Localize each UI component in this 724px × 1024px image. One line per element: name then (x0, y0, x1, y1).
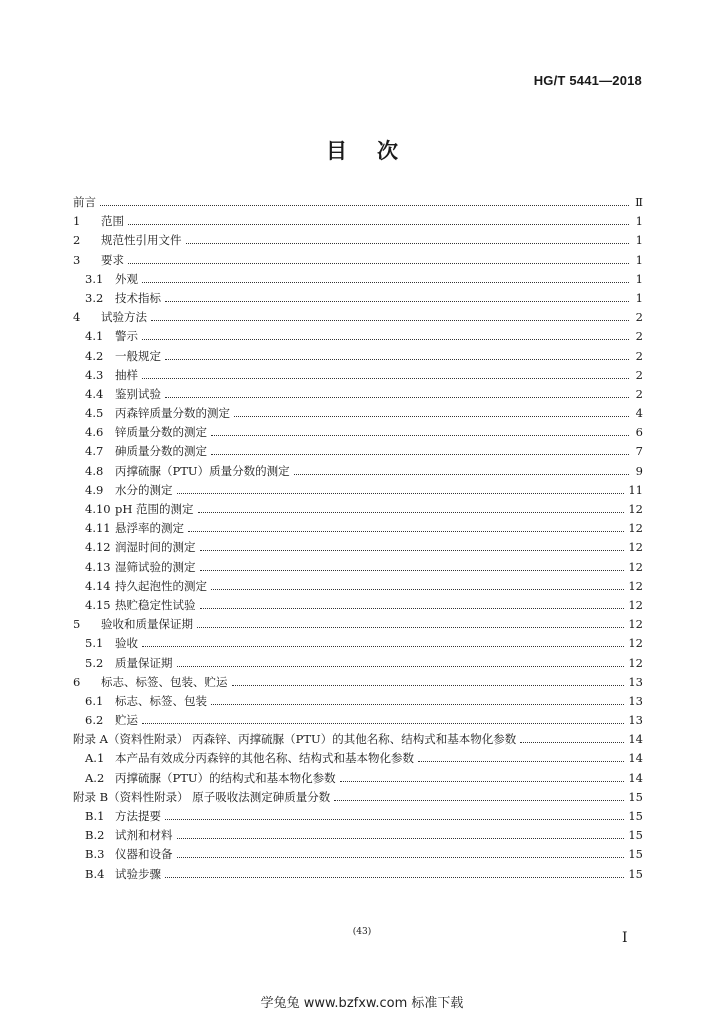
toc-entry-title: 丙撑硫脲（PTU）质量分数的测定 (115, 463, 290, 478)
toc-entry-page: 12 (628, 502, 643, 516)
toc-entry-page: 12 (628, 578, 643, 593)
toc-entry-label (85, 807, 161, 826)
toc-entry-label (85, 634, 138, 653)
toc-entry-number: 3 (73, 252, 81, 267)
dot-leader (340, 780, 625, 782)
toc-entry-page: 2 (635, 329, 643, 344)
toc-entry[interactable] (73, 327, 643, 346)
toc-entry-title: 外观 (115, 271, 138, 286)
toc-entry-number: 4 (73, 310, 81, 325)
toc-entry[interactable] (73, 442, 643, 461)
standard-code: HG/T 5441—2018 (533, 73, 642, 88)
toc-entry-title: 试验方法 (101, 310, 147, 325)
dot-leader (234, 415, 629, 417)
toc-entry-number: 4.4 (85, 386, 104, 401)
toc-entry-title: 方法提要 (115, 809, 161, 823)
toc-entry-number: 4.10 (85, 502, 111, 516)
dot-leader (520, 741, 624, 743)
toc-entry-number: 4.6 (85, 425, 104, 440)
toc-entry-label (85, 654, 173, 673)
toc-entry-number: 4.5 (85, 406, 104, 421)
toc-entry[interactable] (73, 347, 643, 366)
dot-leader (128, 223, 629, 225)
toc-entry-number: 4.3 (85, 367, 104, 382)
dot-leader (165, 818, 624, 820)
toc-entry[interactable] (73, 730, 643, 749)
dot-leader (232, 684, 625, 686)
toc-entry-title: 验收和质量保证期 (101, 617, 193, 632)
toc-entry-number: 4.14 (85, 578, 111, 593)
toc-entry-page: 1 (635, 214, 643, 229)
toc-entry-page: 4 (635, 406, 643, 421)
toc-entry[interactable] (73, 654, 643, 673)
toc-entry[interactable] (73, 519, 643, 538)
dot-leader (334, 799, 624, 801)
toc-entry-title: 附录 B（资料性附录） 原子吸收法测定砷质量分数 (73, 789, 331, 804)
page-title: 目次 (326, 139, 428, 163)
dot-leader (177, 837, 625, 839)
toc-entry-page: 15 (628, 847, 643, 862)
toc-entry-label (85, 538, 196, 557)
toc-entry-page: 11 (628, 482, 643, 497)
dot-leader (177, 856, 625, 858)
toc-entry-number: B.2 (85, 828, 105, 843)
toc-entry-title: 贮运 (115, 713, 138, 728)
toc-entry-number: 3.2 (85, 290, 104, 305)
toc-entry-number: 5.1 (85, 636, 104, 651)
toc-entry-title: 本产品有效成分丙森锌的其他名称、结构式和基本物化参数 (115, 751, 414, 766)
dot-leader (142, 281, 629, 283)
toc-entry-page: 13 (628, 713, 643, 728)
toc-entry[interactable] (73, 289, 643, 308)
toc-entry-title: 持久起泡性的测定 (115, 578, 207, 593)
toc-entry-title: 验收 (115, 636, 138, 651)
toc-entry-title: 标志、标签、包装、贮运 (101, 674, 228, 689)
toc-entry-number: 4.2 (85, 348, 104, 363)
toc-entry-label (85, 558, 196, 577)
dot-leader (200, 569, 625, 571)
dot-leader (186, 242, 630, 244)
toc-entry-label (85, 270, 138, 289)
toc-entry-label (73, 212, 124, 231)
toc-entry[interactable] (73, 692, 643, 711)
toc-entry-title: 热贮稳定性试验 (115, 597, 196, 612)
toc-entry-label (85, 347, 161, 366)
dot-leader (165, 876, 624, 878)
toc-entry[interactable] (73, 788, 643, 807)
toc-entry-number: 4.8 (85, 463, 104, 478)
toc-entry-label (85, 366, 138, 385)
toc-entry-title: 要求 (101, 252, 124, 267)
toc-entry[interactable] (73, 231, 643, 250)
toc-entry-label (85, 423, 207, 442)
toc-entry-title: 规范性引用文件 (101, 233, 182, 248)
toc-entry-label (85, 596, 196, 615)
toc-entry[interactable] (73, 558, 643, 577)
dot-leader (188, 530, 624, 532)
dot-leader (142, 645, 624, 647)
toc-entry-label (73, 730, 516, 749)
dot-leader (142, 338, 629, 340)
toc-entry-page: 1 (635, 252, 643, 267)
toc-entry-title: 前言 (73, 195, 96, 209)
toc-entry[interactable] (73, 538, 643, 557)
toc-entry-label (85, 577, 207, 596)
toc-entry-page: 15 (628, 828, 643, 843)
toc-entry[interactable] (73, 366, 643, 385)
toc-entry-page: 14 (628, 770, 643, 785)
toc-entry-page: 12 (628, 655, 643, 670)
toc-entry-page: 13 (628, 693, 643, 708)
toc-entry-number: 6.2 (85, 713, 104, 728)
dot-leader (142, 377, 629, 379)
toc-entry-title: 悬浮率的测定 (115, 521, 184, 536)
toc-entry-title: 试剂和材料 (115, 828, 173, 843)
toc-entry-page: 7 (635, 444, 643, 459)
toc-entry-title: 湿筛试验的测定 (115, 559, 196, 574)
toc-entry-number: B.3 (85, 847, 105, 862)
toc-entry-label (85, 481, 173, 500)
table-of-contents (73, 193, 643, 884)
toc-entry-number: 5 (73, 617, 81, 632)
toc-entry-number: 4.15 (85, 597, 111, 612)
toc-entry[interactable] (73, 423, 643, 442)
toc-entry-label (85, 692, 207, 711)
toc-entry-page: 13 (628, 674, 643, 689)
toc-entry-title: 质量保证期 (115, 655, 173, 670)
toc-entry[interactable] (73, 500, 643, 519)
dot-leader (197, 626, 624, 628)
toc-entry-title: 技术指标 (115, 290, 161, 305)
toc-entry-number: B.4 (85, 866, 105, 881)
toc-entry-title: 抽样 (115, 367, 138, 382)
toc-entry-number: 4.9 (85, 482, 104, 497)
toc-entry-page: Ⅱ (635, 195, 643, 209)
toc-entry-page: 15 (628, 789, 643, 804)
toc-entry-label (85, 385, 161, 404)
toc-entry-page: 15 (628, 809, 643, 823)
toc-entry-label (85, 711, 138, 730)
dot-leader (211, 703, 624, 705)
toc-entry[interactable] (73, 596, 643, 615)
toc-entry-title: 水分的测定 (115, 482, 173, 497)
toc-entry-page: 1 (635, 233, 643, 248)
toc-entry-number: 3.1 (85, 271, 104, 286)
toc-entry[interactable] (73, 711, 643, 730)
toc-entry-number: 1 (73, 214, 81, 229)
dot-leader (294, 473, 629, 475)
toc-entry-title: 一般规定 (115, 348, 161, 363)
dot-leader (200, 607, 625, 609)
page-sequence-number: (43) (352, 927, 372, 937)
toc-entry-label (85, 845, 173, 864)
dot-leader (128, 262, 629, 264)
toc-entry[interactable] (73, 404, 643, 423)
toc-entry[interactable] (73, 845, 643, 864)
toc-entry[interactable] (73, 749, 643, 768)
dot-leader (418, 760, 624, 762)
toc-entry-number: 4.13 (85, 559, 111, 574)
toc-entry-label (73, 231, 182, 250)
toc-entry-number: 2 (73, 233, 81, 248)
toc-entry-number: 5.2 (85, 655, 104, 670)
toc-entry[interactable] (73, 769, 643, 788)
toc-entry-page: 12 (628, 636, 643, 651)
toc-entry-page: 12 (628, 617, 643, 632)
toc-entry-label (85, 749, 414, 768)
roman-page-number: I (622, 930, 628, 946)
toc-entry-label (73, 251, 124, 270)
dot-leader (151, 319, 629, 321)
toc-entry-title: pH 范围的测定 (115, 502, 194, 516)
toc-entry-page: 1 (635, 290, 643, 305)
toc-entry-title: 试验步骤 (115, 866, 161, 881)
toc-entry-label (85, 865, 161, 884)
toc-entry-page: 12 (628, 540, 643, 555)
dot-leader (198, 511, 625, 513)
toc-entry-label (85, 769, 336, 788)
toc-entry[interactable] (73, 634, 643, 653)
toc-entry-label (85, 826, 173, 845)
toc-entry-title: 砷质量分数的测定 (115, 444, 207, 459)
dot-leader (165, 396, 629, 398)
toc-entry-label (85, 519, 184, 538)
toc-entry-title: 仪器和设备 (115, 847, 173, 862)
toc-entry-number: 6 (73, 674, 81, 689)
toc-entry-page: 15 (628, 866, 643, 881)
toc-entry[interactable] (73, 270, 643, 289)
toc-entry-page: 14 (628, 751, 643, 766)
toc-entry-page: 12 (628, 559, 643, 574)
toc-entry[interactable] (73, 826, 643, 845)
toc-entry-label (73, 788, 330, 807)
toc-entry-title: 丙森锌质量分数的测定 (115, 406, 230, 421)
toc-entry[interactable] (73, 577, 643, 596)
toc-entry-page: 2 (635, 367, 643, 382)
toc-entry-page: 14 (628, 732, 643, 747)
toc-entry-label (73, 615, 193, 634)
toc-entry-label (85, 327, 138, 346)
toc-entry-page: 6 (635, 425, 643, 440)
dot-leader (177, 665, 625, 667)
toc-entry-label (73, 673, 228, 692)
toc-entry-title: 标志、标签、包装 (115, 693, 207, 708)
dot-leader (142, 722, 624, 724)
toc-entry-label (85, 500, 194, 519)
toc-entry[interactable] (73, 462, 643, 481)
dot-leader (211, 434, 629, 436)
toc-entry-number: 4.11 (85, 521, 111, 536)
toc-entry[interactable] (73, 615, 643, 634)
toc-entry-page: 1 (635, 271, 643, 286)
toc-entry-title: 警示 (115, 329, 138, 344)
toc-entry[interactable] (73, 212, 643, 231)
toc-entry-title: 锌质量分数的测定 (115, 425, 207, 440)
toc-entry-page: 2 (635, 348, 643, 363)
toc-entry-label (85, 442, 207, 461)
toc-entry-title: 鉴别试验 (115, 386, 161, 401)
toc-entry-page: 12 (628, 597, 643, 612)
toc-entry-label (73, 193, 96, 212)
toc-entry[interactable] (73, 308, 643, 327)
toc-entry-title: 范围 (101, 214, 124, 229)
toc-entry[interactable] (73, 807, 643, 826)
watermark-text: 学兔兔 www.bzfxw.com 标准下载 (260, 996, 464, 1011)
toc-entry-title: 附录 A（资料性附录） 丙森锌、丙撑硫脲（PTU）的其他名称、结构式和基本物化参数 (73, 732, 517, 747)
toc-entry-label (85, 404, 230, 423)
toc-entry-number: 6.1 (85, 693, 104, 708)
toc-entry-number: B.1 (85, 809, 105, 823)
toc-entry[interactable] (73, 193, 643, 212)
toc-entry-number: A.2 (85, 770, 105, 785)
toc-entry-title: 润湿时间的测定 (115, 540, 196, 555)
toc-entry[interactable] (73, 251, 643, 270)
toc-entry[interactable] (73, 673, 643, 692)
dot-leader (165, 300, 629, 302)
toc-entry-label (85, 462, 290, 481)
dot-leader (211, 588, 624, 590)
toc-entry-number: 4.12 (85, 540, 111, 555)
toc-entry-number: 4.1 (85, 329, 104, 344)
toc-entry-label (73, 308, 147, 327)
toc-entry-title: 丙撑硫脲（PTU）的结构式和基本物化参数 (115, 770, 336, 785)
toc-entry-page: 12 (628, 521, 643, 536)
toc-entry[interactable] (73, 385, 643, 404)
dot-leader (177, 492, 625, 494)
toc-entry-page: 2 (635, 386, 643, 401)
dot-leader (100, 204, 629, 206)
dot-leader (200, 549, 625, 551)
toc-entry-page: 2 (635, 310, 643, 325)
toc-entry[interactable] (73, 865, 643, 884)
toc-entry[interactable] (73, 481, 643, 500)
toc-entry-number: A.1 (85, 751, 105, 766)
toc-entry-number: 4.7 (85, 444, 104, 459)
dot-leader (165, 358, 629, 360)
dot-leader (211, 453, 629, 455)
toc-entry-page: 9 (635, 463, 643, 478)
toc-entry-label (85, 289, 161, 308)
